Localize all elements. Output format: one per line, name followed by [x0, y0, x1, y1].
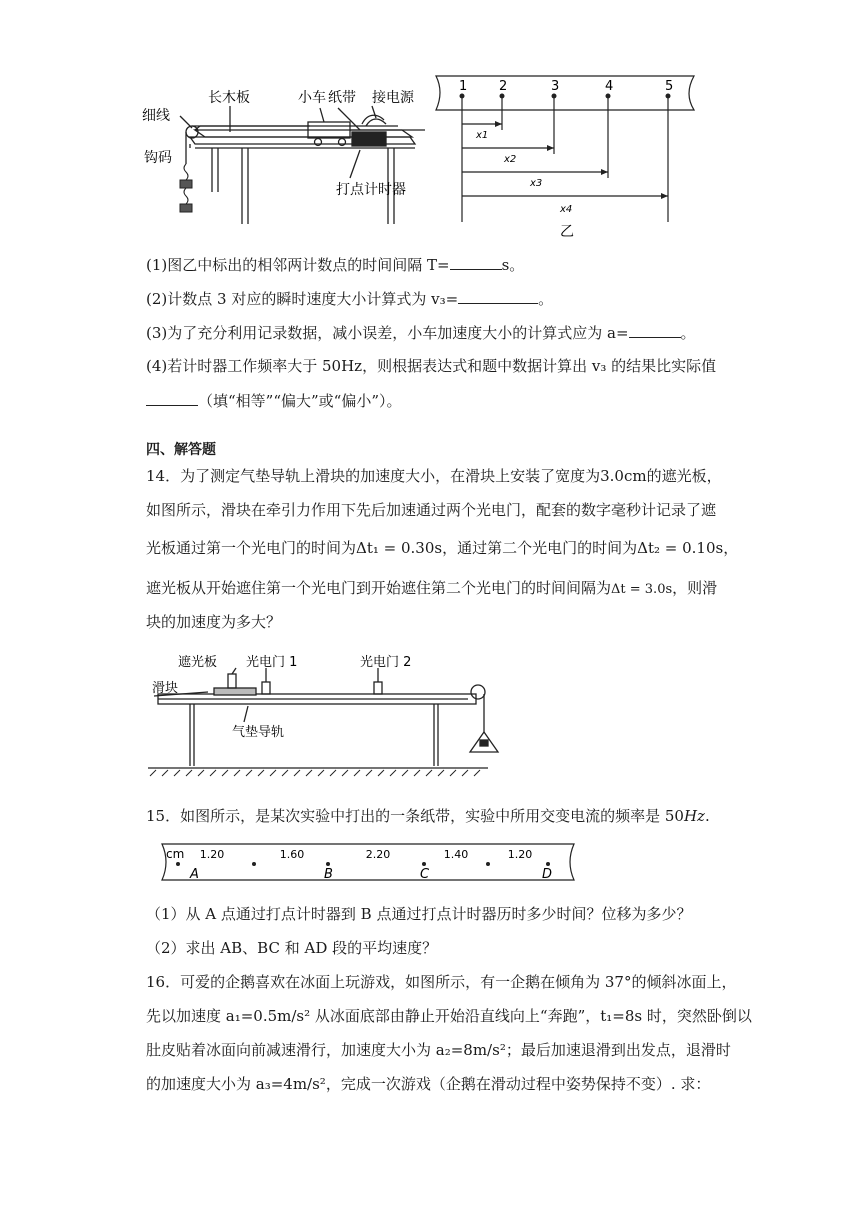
q13-part4-line2: （填“相等”“偏大”或“偏小”）。: [146, 389, 402, 412]
air-track-figure: [148, 654, 510, 778]
tape-strip: [436, 76, 694, 110]
label-slider: 滑块: [152, 681, 179, 696]
tape-unit: cm: [166, 847, 185, 861]
segment-value: 1.60: [279, 848, 305, 861]
distance-x2: x2: [504, 154, 517, 165]
q15-sub1: （1）从 A 点通过打点计时器到 B 点通过打点计时器历时多少时间？位移为多少？: [146, 905, 692, 923]
label-timer: 打点计时器: [336, 182, 406, 198]
point-letter: A: [190, 867, 199, 882]
answer-blank[interactable]: [629, 321, 681, 338]
caption-yi: 乙: [560, 224, 574, 240]
segment-value: 1.40: [443, 848, 469, 861]
tape-point-3: 3: [551, 79, 560, 94]
q14-line2: 如图所示，滑块在牵引力作用下先后加速通过两个光电门，配套的数字毫秒计记录了遮: [146, 501, 717, 519]
point-letter: D: [542, 867, 553, 882]
tape-point-1: 1: [459, 79, 468, 94]
distance-x4: x4: [560, 204, 573, 215]
q14-line3: 光板通过第一个光电门的时间为Δt₁ = 0.30s，通过第二个光电门的时间为Δt₂ = 0.10s，: [146, 539, 739, 557]
q13-part4-line1: (4)若计时器工作频率大于 50Hz，则根据表达式和题中数据计算出 v₃ 的结果比实际值: [146, 357, 717, 375]
q15-sub2: （2）求出 AB、BC 和 AD 段的平均速度？: [146, 939, 438, 957]
q14-line4: 遮光板从开始遮住第一个光电门到开始遮住第二个光电门的时间间隔为Δt = 3.0s，则滑: [146, 579, 718, 597]
shade-plate-shape: [228, 674, 236, 688]
label-hook-weight: 钩码: [144, 150, 172, 166]
q15-line1: 15．如图所示，是某次实验中打出的一条纸带，实验中所用交变电流的频率是 50Hz.: [146, 807, 710, 825]
apparatus-figure-jia: [140, 82, 430, 242]
q13-part2: (2)计数点 3 对应的瞬时速度大小计算式为 v₃= 。: [146, 287, 553, 310]
label-power: 接电源: [372, 90, 414, 106]
label-thin-string: 细线: [142, 108, 170, 124]
q16-line4: 的加速度大小为 a₃=4m/s²，完成一次游戏（企鹅在滑动过程中姿势保持不变）. 求：: [146, 1075, 711, 1093]
slider-shape: [214, 688, 256, 695]
q16-line3: 肚皮贴着冰面向前减速滑行，加速度大小为 a₂=8m/s²；最后加速退滑到出发点，退滑时: [146, 1041, 731, 1059]
q15-tape-figure: [156, 842, 580, 884]
q16-line1: 16．可爱的企鹅喜欢在冰面上玩游戏，如图所示，有一企鹅在倾角为 37°的倾斜冰面上，: [146, 973, 737, 991]
label-air-track: 气垫导轨: [232, 725, 285, 740]
distance-x1: x1: [476, 130, 489, 141]
segment-value: 1.20: [199, 848, 225, 861]
point-letter: C: [420, 867, 430, 882]
answer-blank[interactable]: [450, 253, 502, 270]
q13-part1: (1)图乙中标出的相邻两计数点的时间间隔 T= s。: [146, 253, 524, 276]
gate2-shape: [374, 682, 382, 694]
track-pulley: [471, 685, 485, 699]
tape-figure-yi: [432, 72, 704, 242]
label-shade-plate: 遮光板: [178, 655, 218, 670]
q13-part3: (3)为了充分利用记录数据，减小误差，小车加速度大小的计算式应为 a= 。: [146, 321, 696, 344]
label-gate1: 光电门 1: [246, 655, 298, 670]
timer-shape: [352, 132, 386, 146]
tape-point-4: 4: [605, 79, 614, 94]
segment-value: 1.20: [507, 848, 533, 861]
section-title: 四、解答题: [146, 442, 216, 458]
label-long-board: 长木板: [208, 90, 250, 106]
distance-x3: x3: [530, 178, 543, 189]
gate1-shape: [262, 682, 270, 694]
tape-point-5: 5: [665, 79, 674, 94]
q14-line5: 块的加速度为多大？: [146, 613, 282, 631]
tape-point-2: 2: [499, 79, 508, 94]
segment-value: 2.20: [365, 848, 391, 861]
label-paper-tape: 纸带: [328, 90, 356, 106]
point-letter: B: [324, 867, 333, 882]
q16-line2: 先以加速度 a₁=0.5m/s² 从冰面底部由静止开始沿直线向上“奔跑”，t₁=8s 时，突然卧倒以: [146, 1007, 752, 1025]
answer-blank[interactable]: [458, 287, 538, 304]
label-cart: 小车: [298, 90, 326, 106]
q14-line1: 14．为了测定气垫导轨上滑块的加速度大小，在滑块上安装了宽度为3.0cm的遮光板，: [146, 467, 722, 485]
answer-blank[interactable]: [146, 389, 198, 406]
label-gate2: 光电门 2: [360, 655, 412, 670]
